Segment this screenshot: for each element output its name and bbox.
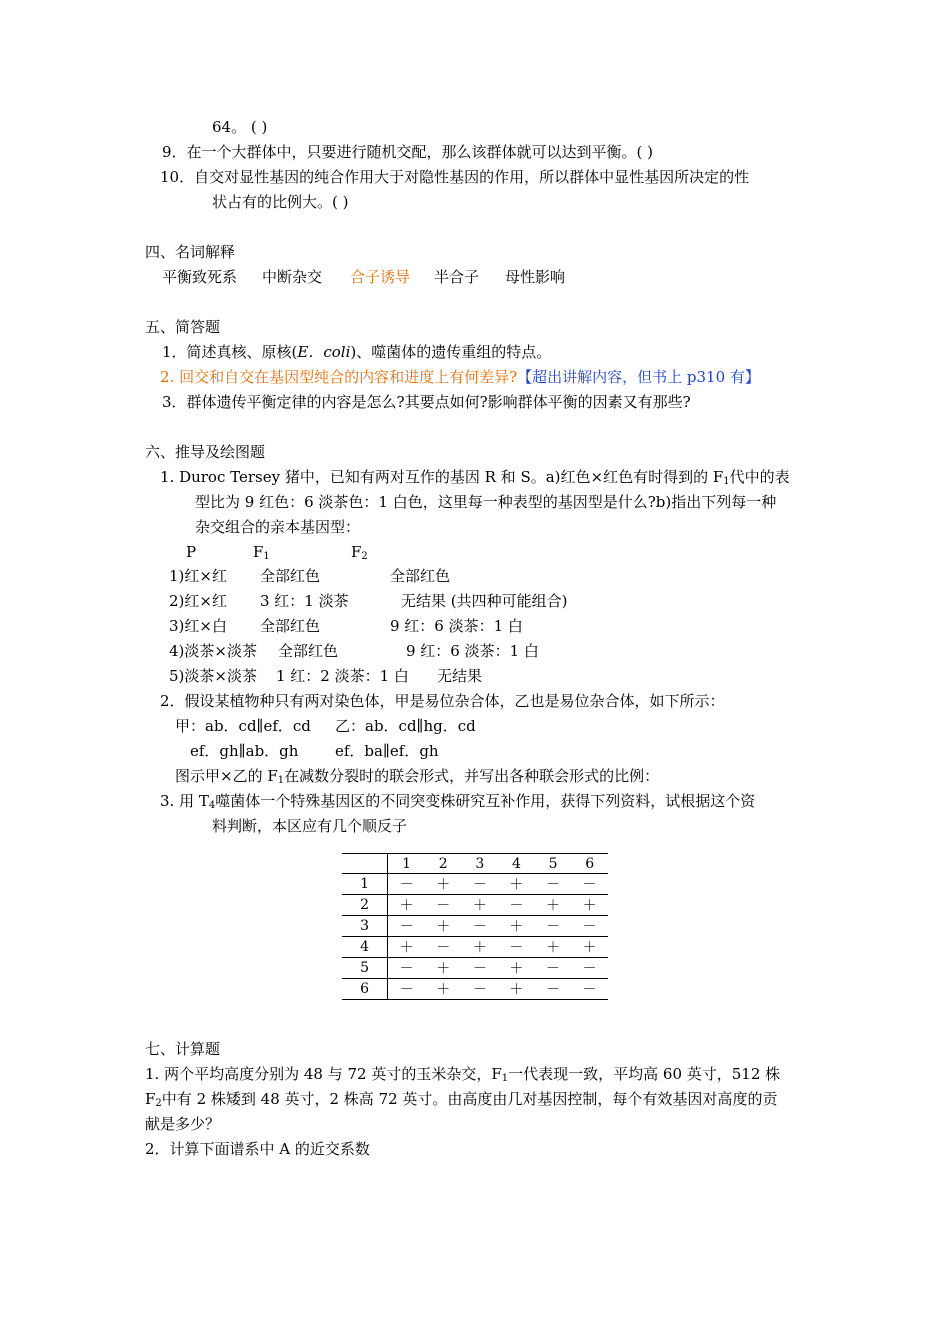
- term-zygotic-induction: 合子诱导: [350, 268, 411, 286]
- table-cell: －: [535, 916, 572, 937]
- table-cell: －: [462, 958, 499, 979]
- section6-title: 六、推导及绘图题: [145, 443, 266, 461]
- s5-q1: 1．简述真核、原核(E．coli)、噬菌体的遗传重组的特点。: [162, 343, 552, 361]
- cross-1-f1: 全部红色: [260, 567, 321, 585]
- cross-4-p: 4)淡茶×淡茶: [169, 642, 257, 660]
- s6-q2-jia-line1: 甲：ab．cd∥ef．cd: [175, 717, 311, 735]
- complementation-table: [342, 853, 608, 1000]
- s5-q2: 2. 回交和自交在基因型纯合的内容和进度上有何差异?【超出讲解内容，但书上 p310 有】: [160, 368, 760, 386]
- table-cell: －: [535, 874, 572, 895]
- table-cell: ＋: [571, 937, 608, 958]
- table-cell: －: [498, 895, 535, 916]
- cross-4-f2: 9 红：6 淡茶：1 白: [406, 642, 539, 660]
- table-cell: －: [388, 916, 425, 937]
- table-header-row: [342, 854, 608, 874]
- table-row: [342, 937, 608, 958]
- cross-5-p: 5)淡茶×淡茶: [169, 667, 257, 685]
- table-cell: ＋: [535, 937, 572, 958]
- table-cell: －: [535, 979, 572, 1000]
- table-col-header: 2: [425, 854, 462, 874]
- s6-q2-yi-line2: ef．ba∥ef．gh: [335, 742, 439, 760]
- table-cell: ＋: [388, 937, 425, 958]
- s5-q3: 3．群体遗传平衡定律的内容是怎么?其要点如何?影响群体平衡的因素又有那些?: [162, 393, 691, 411]
- table-col-header: 5: [535, 854, 572, 874]
- section7-title: 七、计算题: [145, 1040, 221, 1058]
- table-cell: －: [462, 916, 499, 937]
- table-cell: －: [462, 874, 499, 895]
- table-cell: ＋: [535, 895, 572, 916]
- term-interrupted-mating: 中断杂交: [262, 268, 323, 286]
- s6-q3-line2: 料判断，本区应有几个顺反子: [212, 817, 408, 835]
- cross-header-f1: $F_1$: [253, 543, 270, 562]
- table-row-header: 1: [342, 874, 388, 895]
- table-cell: －: [388, 874, 425, 895]
- section5-title: 五、简答题: [145, 318, 221, 336]
- term-hemizygote: 半合子: [434, 268, 480, 286]
- cross-1-f2: 全部红色: [390, 567, 451, 585]
- cross-3-f2: 9 红：6 淡茶：1 白: [390, 617, 523, 635]
- table-cell: －: [571, 958, 608, 979]
- table-cell: ＋: [425, 916, 462, 937]
- table-cell: －: [462, 979, 499, 1000]
- s6-q1-line2: 型比为 9 红色：6 淡茶色：1 白色，这里每一种表型的基因型是什么?b)指出下列每一种: [195, 493, 777, 511]
- cross-2-f2: 无结果 (共四种可能组合): [401, 592, 568, 610]
- table-col-header: 1: [388, 854, 425, 874]
- table-cell: ＋: [498, 958, 535, 979]
- s6-q1-line1: 1. Duroc Tersey 猪中，已知有两对互作的基因 R 和 S。a)红色×红色有时得到的 $F_1$代中的表: [160, 468, 790, 487]
- cross-2-f1: 3 红：1 淡茶: [260, 592, 349, 610]
- table-corner-cell: [342, 854, 388, 874]
- s7-q1-line1: 1. 两个平均高度分别为 48 与 72 英寸的玉米杂交，$F_1$一代表现一致，平均高 60 英寸，512 株: [145, 1065, 781, 1084]
- s6-q2-line1: 2．假设某植物种只有两对染色体，甲是易位杂合体，乙也是易位杂合体，如下所示：: [160, 692, 725, 710]
- table-row: [342, 916, 608, 937]
- table-cell: －: [571, 874, 608, 895]
- table-cell: ＋: [571, 895, 608, 916]
- table-cell: －: [425, 937, 462, 958]
- cross-3-f1: 全部红色: [260, 617, 321, 635]
- table-row-header: 4: [342, 937, 388, 958]
- table-cell: －: [498, 937, 535, 958]
- cross-3-p: 3)红×白: [169, 617, 227, 635]
- table-row-header: 5: [342, 958, 388, 979]
- cross-2-p: 2)红×红: [169, 592, 227, 610]
- table-cell: ＋: [462, 895, 499, 916]
- s6-q1-line3: 杂交组合的亲本基因型：: [195, 518, 361, 536]
- q10-line1: 10．自交对显性基因的纯合作用大于对隐性基因的作用，所以群体中显性基因所决定的性: [160, 168, 750, 186]
- table-row: [342, 958, 608, 979]
- term-balanced-lethal: 平衡致死系: [162, 268, 238, 286]
- q8-tail: 64。 ( ): [212, 118, 268, 136]
- s6-q3-line1: 3. 用 $T_4$噬菌体一个特殊基因区的不同突变株研究互补作用，获得下列资料，试根据这个资: [160, 792, 756, 811]
- table-row: [342, 979, 608, 1000]
- table-row: [342, 874, 608, 895]
- table-cell: ＋: [388, 895, 425, 916]
- table-cell: －: [571, 916, 608, 937]
- table-col-header: 3: [462, 854, 499, 874]
- table-cell: ＋: [425, 958, 462, 979]
- s7-q1-line3: 献是多少？: [145, 1115, 221, 1133]
- table-cell: ＋: [498, 916, 535, 937]
- table-cell: ＋: [462, 937, 499, 958]
- term-maternal-effect: 母性影响: [505, 268, 566, 286]
- table-cell: ＋: [425, 979, 462, 1000]
- table-cell: ＋: [498, 979, 535, 1000]
- cross-5-f1: 1 红：2 淡茶：1 白: [276, 667, 409, 685]
- cross-5-f2: 无结果: [437, 667, 483, 685]
- table-row-header: 6: [342, 979, 388, 1000]
- table-cell: －: [535, 958, 572, 979]
- cross-1-p: 1)红×红: [169, 567, 227, 585]
- cross-header-f2: $F_2$: [351, 543, 368, 562]
- s6-q2-jia-line2: ef．gh∥ab．gh: [190, 742, 299, 760]
- table-row-header: 2: [342, 895, 388, 916]
- q9-text: 9．在一个大群体中，只要进行随机交配，那么该群体就可以达到平衡。( ): [162, 143, 654, 161]
- table-row-header: 3: [342, 916, 388, 937]
- s6-q2-yi-line1: 乙：ab．cd∥hg．cd: [335, 717, 476, 735]
- cross-4-f1: 全部红色: [278, 642, 339, 660]
- table-cell: －: [388, 979, 425, 1000]
- s6-q2-line4: 图示甲×乙的 $F_1$在减数分裂时的联会形式，并写出各种联会形式的比例：: [175, 767, 660, 786]
- s7-q2: 2．计算下面谱系中 A 的近交系数: [145, 1140, 370, 1158]
- table-cell: ＋: [498, 874, 535, 895]
- section4-title: 四、名词解释: [145, 243, 236, 261]
- cross-header-p: P: [186, 543, 197, 561]
- table-row: [342, 895, 608, 916]
- table-col-header: 6: [571, 854, 608, 874]
- table-cell: －: [571, 979, 608, 1000]
- table-cell: ＋: [425, 874, 462, 895]
- table-cell: －: [425, 895, 462, 916]
- s7-q1-line2: $F_2$中有 2 株矮到 48 英寸，2 株高 72 英寸。由高度由几对基因控制，每个有效基因对高度的贡: [145, 1090, 778, 1109]
- table-col-header: 4: [498, 854, 535, 874]
- table-cell: －: [388, 958, 425, 979]
- q10-line2: 状占有的比例大。( ): [212, 193, 349, 211]
